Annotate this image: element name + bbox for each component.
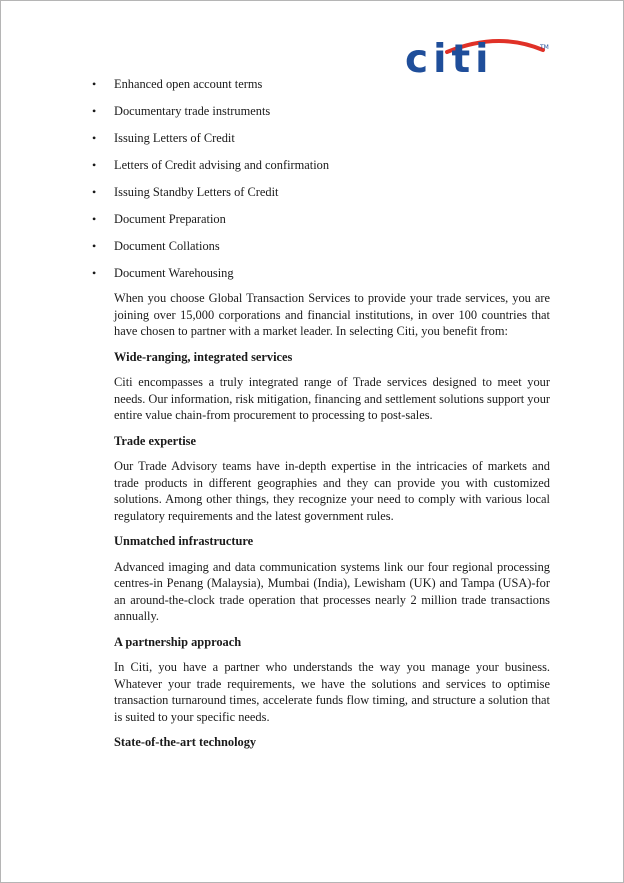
bullet-icon: •	[92, 185, 97, 199]
list-item	[92, 238, 550, 265]
logo-wordmark: citi	[405, 37, 494, 75]
list-item-text: Document Collations	[114, 239, 220, 253]
document-body	[92, 76, 551, 760]
bullet-icon: •	[92, 158, 97, 172]
section-heading: Wide-ranging, integrated services	[114, 349, 293, 364]
section-paragraph: Our Trade Advisory teams have in-depth expertise in the intricacies of markets and trade products in different geographies and they can provide you with customized solutions. Among other things, they recognize your need to comply with various local regulatory requirements and the latest government rules.	[114, 459, 550, 523]
bullet-icon: •	[92, 131, 97, 145]
list-item	[92, 184, 550, 211]
citi-logo	[403, 37, 553, 75]
section-heading: Trade expertise	[114, 433, 197, 448]
list-item-text: Document Preparation	[114, 212, 226, 226]
services-bullet-list	[92, 76, 550, 292]
list-item	[92, 130, 550, 157]
list-item-text: Letters of Credit advising and confirmation	[114, 158, 330, 172]
list-item-text: Issuing Letters of Credit	[114, 131, 235, 145]
bullet-icon: •	[92, 77, 97, 91]
bullet-icon: •	[92, 266, 97, 280]
bullet-icon: •	[92, 212, 97, 226]
section-paragraph: Citi encompasses a truly integrated range of Trade services designed to meet your needs. Our information, risk mitigation, financing and settlement solutions support your entire value chain-from procurement to processing to post-sales.	[114, 375, 551, 422]
list-item-text: Document Warehousing	[114, 266, 234, 280]
section-paragraph: In Citi, you have a partner who understands the way you manage your business. Whatever your trade requirements, we have the solutions and services to optimise transaction turnaround times, accelerate funds flow timing, and structure a solution that is suited to your specific needs.	[114, 660, 550, 724]
list-item-text: Enhanced open account terms	[114, 77, 263, 91]
bullet-icon: •	[92, 239, 97, 253]
list-item-text: Documentary trade instruments	[114, 104, 271, 118]
intro-paragraph: When you choose Global Transaction Services to provide your trade services, you are joining over 15,000 corporations and financial institutions, in over 100 countries that have chosen to partner with a market leader. In selecting Citi, you benefit from:	[114, 291, 550, 338]
list-item-text: Issuing Standby Letters of Credit	[114, 185, 279, 199]
section-paragraph: Advanced imaging and data communication systems link our four regional processing centres-in Penang (Malaysia), Mumbai (India), Lewisham (UK) and Tampa (USA)-for an around-the-clock trade operation that processes nearly 2 million trade transactions annually.	[114, 559, 550, 623]
list-item	[92, 76, 550, 103]
section-heading: Unmatched infrastructure	[114, 534, 254, 548]
list-item	[92, 265, 550, 292]
list-item	[92, 103, 550, 130]
section-heading: State-of-the-art technology	[114, 735, 257, 749]
section-heading: A partnership approach	[114, 634, 242, 649]
list-item	[92, 211, 550, 238]
list-item	[92, 157, 550, 184]
trademark-symbol: TM	[540, 44, 549, 51]
bullet-icon: •	[92, 104, 97, 118]
